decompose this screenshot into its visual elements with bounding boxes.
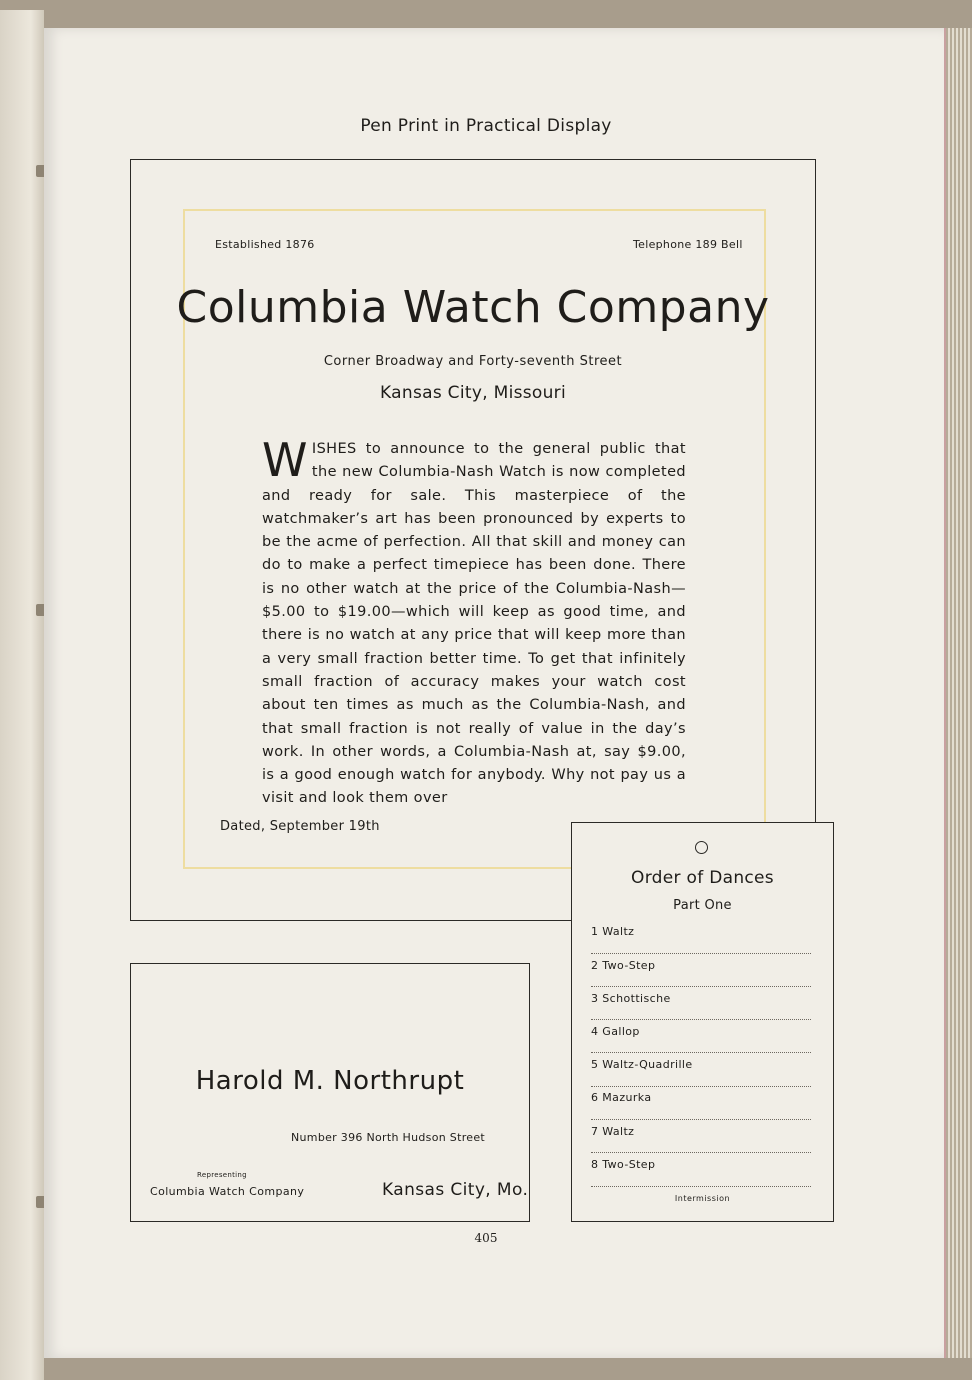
company-title: Columbia Watch Company	[176, 282, 770, 333]
dotted-line	[591, 1119, 811, 1120]
established-line: Established 1876	[215, 238, 315, 251]
card-name: Harold M. Northrupt	[195, 1066, 465, 1096]
card-representing-label: Representing	[197, 1171, 247, 1179]
dated-line: Dated, September 19th	[220, 819, 380, 834]
page-stack-edge	[944, 28, 972, 1358]
dotted-line	[591, 953, 811, 954]
facing-page-edge	[0, 10, 44, 1380]
dance-item: 7 Waltz	[591, 1125, 635, 1138]
dance-item: 2 Two-Step	[591, 959, 656, 972]
dance-item: 6 Mazurka	[591, 1091, 652, 1104]
dance-item: 5 Waltz-Quadrille	[591, 1058, 693, 1071]
dotted-line	[591, 986, 811, 987]
dance-item: 3 Schottische	[591, 992, 671, 1005]
page-number: 405	[474, 1231, 498, 1245]
card-address: Number 396 North Hudson Street	[291, 1131, 486, 1144]
advertisement-body	[262, 433, 686, 811]
running-head: Pen Print in Practical Display	[360, 116, 612, 136]
card-representing-company: Columbia Watch Company	[150, 1185, 305, 1198]
dotted-line	[591, 1086, 811, 1087]
drop-cap: W	[262, 433, 308, 487]
dance-card-part: Part One	[673, 898, 732, 913]
dance-item: 8 Two-Step	[591, 1158, 656, 1171]
punch-hole-icon	[695, 841, 708, 854]
dance-item: 4 Gallop	[591, 1025, 640, 1038]
company-address: Corner Broadway and Forty-seventh Street	[323, 354, 623, 369]
company-city: Kansas City, Missouri	[380, 383, 566, 403]
dotted-line	[591, 1052, 811, 1053]
dance-item: 1 Waltz	[591, 925, 635, 938]
dotted-line	[591, 1186, 811, 1187]
dotted-line	[591, 1152, 811, 1153]
dotted-line	[591, 1019, 811, 1020]
dance-card-title: Order of Dances	[631, 868, 774, 888]
body-text: ISHES to announce to the general public that the new Columbia-Nash Watch is now completed and ready for sale. This masterpiece of the watchmaker’s art has been pronounced by experts to be the acme of perfection. All that skill and money can do to make a perfect timepiece has been done. There is no other watch at the price of the Columbia-Nash—$5.00 to $19.00—which will keep as good time, and there is no watch at any price that will keep more than a very small fraction better time. To get that infinitely small fraction of accuracy makes your watch cost about ten times as much as the Columbia-Nash, and that small fraction is not really of value in the day’s work. In other words, a Columbia-Nash at, say $9.00, is a good enough watch for anybody. Why not pay us a visit and look them over	[262, 441, 686, 807]
telephone-line: Telephone 189 Bell	[633, 238, 743, 251]
card-city: Kansas City, Mo.	[382, 1180, 529, 1200]
dance-intermission: Intermission	[674, 1194, 731, 1203]
